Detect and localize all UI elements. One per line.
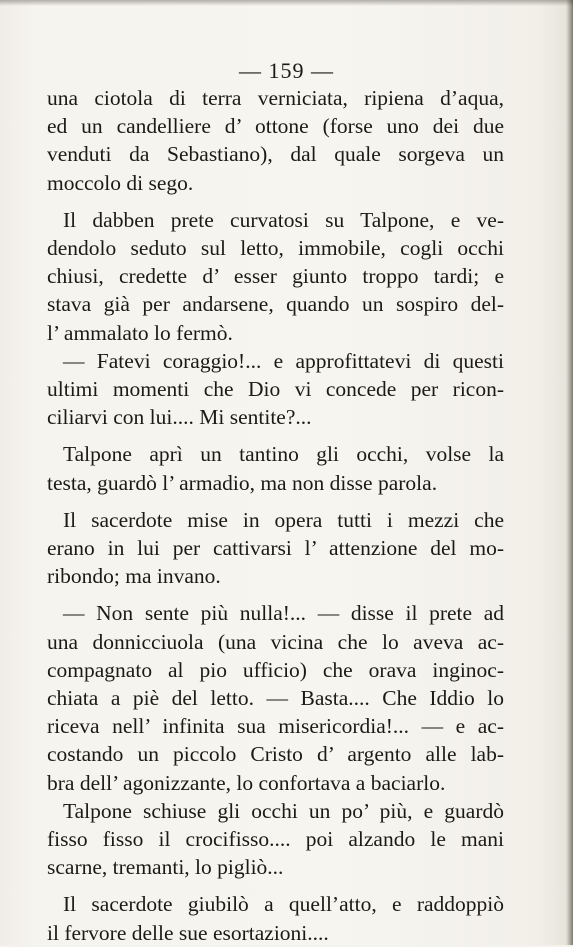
text-line: chiusi, credette d’ esser giunto troppo tardi; e [47,264,504,289]
text-line: ed un candelliere d’ ottone (forse uno dei due [47,114,504,139]
paragraph-2 [47,206,504,347]
text-line: — Fatevi coraggio!... e approfittatevi di questi [63,348,504,373]
text-line: fisso fisso il crocifisso.... poi alzando le mani [47,827,504,852]
page-number: — 159 — [239,58,334,83]
text-line: ciliarvi con lui.... Mi sentite?... [47,405,312,430]
body-text [47,84,504,947]
text-line: il fervore delle sue esortazioni.... [47,920,329,945]
text-line: Talpone aprì un tantino gli occhi, volse la [63,442,504,467]
paragraph-4 [47,440,504,496]
text-line: Talpone schiuse gli occhi un po’ più, e guardò [63,798,504,823]
text-line: riceva nell’ infinita sua misericordia!... — e ac- [47,714,504,739]
text-line: chiata a piè del letto. — Basta.... Che Iddio lo [47,686,504,711]
text-line: erano in lui per cattivarsi l’ attenzione del mo- [47,536,504,561]
paragraph-8 [47,890,504,946]
paragraph-1 [47,84,504,197]
text-line: testa, guardò l’ armadio, ma non disse parola. [47,470,438,495]
text-line: venduti da Sebastiano), dal quale sorgeva un [47,142,504,167]
text-line: — Non sente più nulla!... — disse il prete ad [63,601,504,626]
text-line: Il sacerdote mise in opera tutti i mezzi che [63,507,504,532]
text-line: l’ ammalato lo fermò. [47,320,233,345]
text-line: bra dell’ agonizzante, lo confortava a baciarlo. [47,770,446,795]
text-line: dendolo seduto sul letto, immobile, cogli occhi [47,236,504,261]
text-line: Il dabben prete curvatosi su Talpone, e ve- [63,207,504,232]
paragraph-5 [47,506,504,591]
text-line: moccolo di sego. [47,170,194,195]
text-line: costando un piccolo Cristo d’ argento alle lab- [47,742,504,767]
text-line: compagnato al pio ufficio) che orava inginoc- [47,657,504,682]
paragraph-7 [47,797,504,882]
paragraph-6 [47,599,504,796]
text-line: una ciotola di terra verniciata, ripiena d’aqua, [47,86,504,110]
page-top-shadow [0,0,573,6]
paragraph-3 [47,347,504,432]
page-binding-shadow [566,0,573,945]
text-line: scarne, tremanti, lo pigliò... [47,855,284,880]
text-line: una donnicciuola (una vicina che lo aveva ac- [47,629,504,654]
text-line: ribondo; ma invano. [47,564,221,589]
text-line: stava già per andarsene, quando un sospiro del- [47,292,504,317]
text-line: Il sacerdote giubilò a quell’atto, e raddoppiò [63,892,504,917]
text-line: ultimi momenti che Dio vi concede per ricon- [47,377,504,402]
